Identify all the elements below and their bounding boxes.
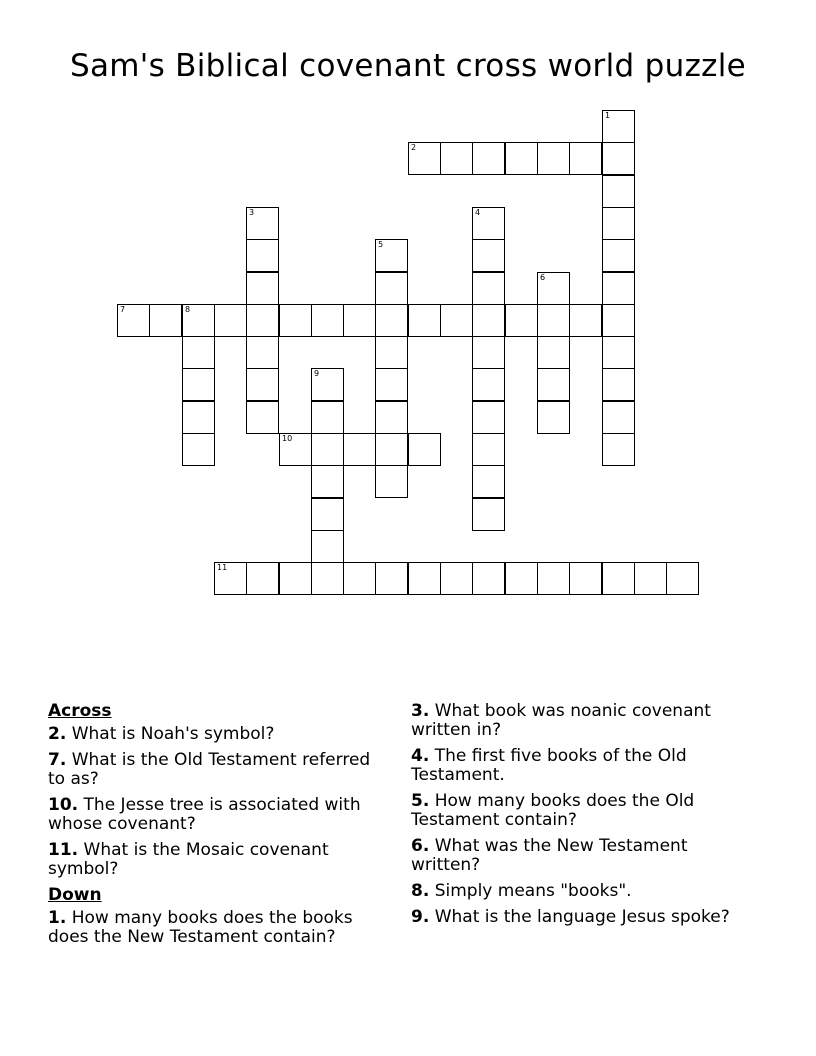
- clue-across-10: [48, 796, 378, 834]
- crossword-cell[interactable]: [246, 304, 279, 337]
- crossword-cell[interactable]: [375, 562, 408, 595]
- crossword-cell[interactable]: [246, 336, 279, 369]
- crossword-cell[interactable]: [311, 530, 344, 563]
- crossword-cell[interactable]: [602, 304, 635, 337]
- crossword-cell[interactable]: [569, 142, 602, 175]
- clue-number: 3.: [411, 701, 430, 721]
- crossword-cell[interactable]: [602, 142, 635, 175]
- crossword-cell[interactable]: [117, 304, 150, 337]
- crossword-cell[interactable]: [569, 562, 602, 595]
- crossword-cell[interactable]: [537, 562, 570, 595]
- crossword-cell[interactable]: [343, 304, 376, 337]
- clue-number: 10.: [48, 795, 79, 815]
- clue-text: The Jesse tree is associated with whose covenant?: [48, 795, 361, 834]
- crossword-cell[interactable]: [602, 336, 635, 369]
- crossword-cell[interactable]: [602, 401, 635, 434]
- clues-column-left: [48, 702, 378, 954]
- clue-number: 9.: [411, 907, 430, 927]
- crossword-cell[interactable]: [375, 304, 408, 337]
- crossword-cell[interactable]: [505, 562, 538, 595]
- crossword-cell[interactable]: [311, 433, 344, 466]
- crossword-cell[interactable]: [182, 401, 215, 434]
- crossword-cell[interactable]: [375, 336, 408, 369]
- clue-number: 5.: [411, 791, 430, 811]
- clue-number-label: 4: [475, 208, 481, 217]
- crossword-cell[interactable]: [602, 562, 635, 595]
- clue-text: What was the New Testament written?: [411, 836, 688, 875]
- crossword-cell[interactable]: [343, 562, 376, 595]
- page-title: Sam's Biblical covenant cross world puzzle: [69, 48, 746, 84]
- clue-down-9: [411, 908, 741, 927]
- crossword-cell[interactable]: [602, 239, 635, 272]
- clue-text: What is the Old Testament referred to as?: [48, 750, 371, 789]
- crossword-cell[interactable]: [440, 304, 473, 337]
- clue-number: 11.: [48, 840, 79, 860]
- crossword-cell[interactable]: [440, 142, 473, 175]
- clue-down-4: [411, 747, 741, 785]
- clue-number-label: 10: [282, 434, 293, 443]
- clue-number-label: 11: [217, 563, 228, 572]
- crossword-cell[interactable]: [182, 433, 215, 466]
- crossword-cell[interactable]: [537, 142, 570, 175]
- crossword-cell[interactable]: [311, 368, 344, 401]
- crossword-cell[interactable]: [505, 142, 538, 175]
- clue-number-label: 1: [605, 111, 611, 120]
- crossword-cell[interactable]: [182, 368, 215, 401]
- clue-number-label: 8: [185, 305, 191, 314]
- crossword-cell[interactable]: [537, 304, 570, 337]
- crossword-cell[interactable]: [537, 336, 570, 369]
- crossword-cell[interactable]: [472, 401, 505, 434]
- down-heading: Down: [48, 885, 102, 905]
- clues-column-right: [411, 702, 741, 934]
- crossword-cell[interactable]: [246, 239, 279, 272]
- crossword-cell[interactable]: [311, 465, 344, 498]
- crossword-cell[interactable]: [182, 336, 215, 369]
- crossword-cell[interactable]: [472, 498, 505, 531]
- clue-number-label: 9: [314, 369, 320, 378]
- clue-number: 1.: [48, 908, 67, 928]
- clue-text: The first five books of the Old Testament.: [411, 746, 687, 785]
- clue-text: What is the Mosaic covenant symbol?: [48, 840, 329, 879]
- clue-number: 6.: [411, 836, 430, 856]
- crossword-cell[interactable]: [246, 401, 279, 434]
- crossword-cell[interactable]: [375, 368, 408, 401]
- crossword-cell[interactable]: [634, 562, 667, 595]
- crossword-cell[interactable]: [472, 142, 505, 175]
- crossword-cell[interactable]: [311, 562, 344, 595]
- clue-down-8: [411, 882, 741, 901]
- clue-down-6: [411, 837, 741, 875]
- crossword-cell[interactable]: [440, 562, 473, 595]
- crossword-cell[interactable]: [279, 433, 312, 466]
- clue-text: How many books does the books does the New Testament contain?: [48, 908, 353, 947]
- crossword-cell[interactable]: [472, 368, 505, 401]
- clue-across-2: [48, 725, 378, 744]
- clue-across-11: [48, 841, 378, 879]
- clue-number: 7.: [48, 750, 67, 770]
- crossword-cell[interactable]: [408, 304, 441, 337]
- crossword-cell[interactable]: [149, 304, 182, 337]
- crossword-cell[interactable]: [569, 304, 602, 337]
- crossword-cell[interactable]: [375, 465, 408, 498]
- crossword-cell[interactable]: [375, 433, 408, 466]
- crossword-cell[interactable]: [472, 465, 505, 498]
- crossword-cell[interactable]: [472, 304, 505, 337]
- crossword-cell[interactable]: [472, 207, 505, 240]
- crossword-cell[interactable]: [375, 239, 408, 272]
- crossword-cell[interactable]: [472, 239, 505, 272]
- crossword-cell[interactable]: [537, 272, 570, 305]
- crossword-cell[interactable]: [408, 433, 441, 466]
- crossword-cell[interactable]: [537, 401, 570, 434]
- crossword-cell[interactable]: [375, 401, 408, 434]
- clue-number: 8.: [411, 881, 430, 901]
- clue-text: What book was noanic covenant written in?: [411, 701, 711, 740]
- crossword-cell[interactable]: [472, 433, 505, 466]
- crossword-cell[interactable]: [246, 207, 279, 240]
- crossword-cell[interactable]: [279, 304, 312, 337]
- across-heading: Across: [48, 701, 112, 721]
- clue-text: What is the language Jesus spoke?: [434, 907, 730, 927]
- crossword-cell[interactable]: [602, 368, 635, 401]
- crossword-cell[interactable]: [602, 433, 635, 466]
- clue-number-label: 6: [540, 273, 546, 282]
- crossword-cell[interactable]: [602, 207, 635, 240]
- crossword-cell[interactable]: [311, 498, 344, 531]
- clue-number-label: 3: [249, 208, 255, 217]
- clue-down-3: [411, 702, 741, 740]
- crossword-cell[interactable]: [246, 562, 279, 595]
- clue-number-label: 5: [378, 240, 384, 249]
- crossword-cell[interactable]: [311, 304, 344, 337]
- clue-down-1: [48, 909, 378, 947]
- crossword-cell[interactable]: [182, 304, 215, 337]
- crossword-cell[interactable]: [279, 562, 312, 595]
- clue-text: What is Noah's symbol?: [71, 724, 275, 744]
- clue-across-7: [48, 751, 378, 789]
- crossword-cell[interactable]: [408, 562, 441, 595]
- clue-number: 4.: [411, 746, 430, 766]
- crossword-cell[interactable]: [472, 272, 505, 305]
- clue-text: How many books does the Old Testament contain?: [411, 791, 695, 830]
- crossword-cell[interactable]: [214, 562, 247, 595]
- crossword-cell[interactable]: [214, 304, 247, 337]
- crossword-cell[interactable]: [537, 368, 570, 401]
- crossword-cell[interactable]: [602, 175, 635, 208]
- crossword-cell[interactable]: [472, 336, 505, 369]
- clue-down-5: [411, 792, 741, 830]
- clue-text: Simply means "books".: [434, 881, 632, 901]
- crossword-cell[interactable]: [343, 433, 376, 466]
- crossword-cell[interactable]: [408, 142, 441, 175]
- crossword-cell[interactable]: [666, 562, 699, 595]
- clue-number-label: 7: [120, 305, 126, 314]
- crossword-cell[interactable]: [602, 110, 635, 143]
- clue-number-label: 2: [411, 143, 417, 152]
- crossword-cell[interactable]: [505, 304, 538, 337]
- crossword-cell[interactable]: [602, 272, 635, 305]
- crossword-cell[interactable]: [472, 562, 505, 595]
- crossword-cell[interactable]: [246, 272, 279, 305]
- crossword-cell[interactable]: [311, 401, 344, 434]
- crossword-cell[interactable]: [375, 272, 408, 305]
- crossword-cell[interactable]: [246, 368, 279, 401]
- clue-number: 2.: [48, 724, 67, 744]
